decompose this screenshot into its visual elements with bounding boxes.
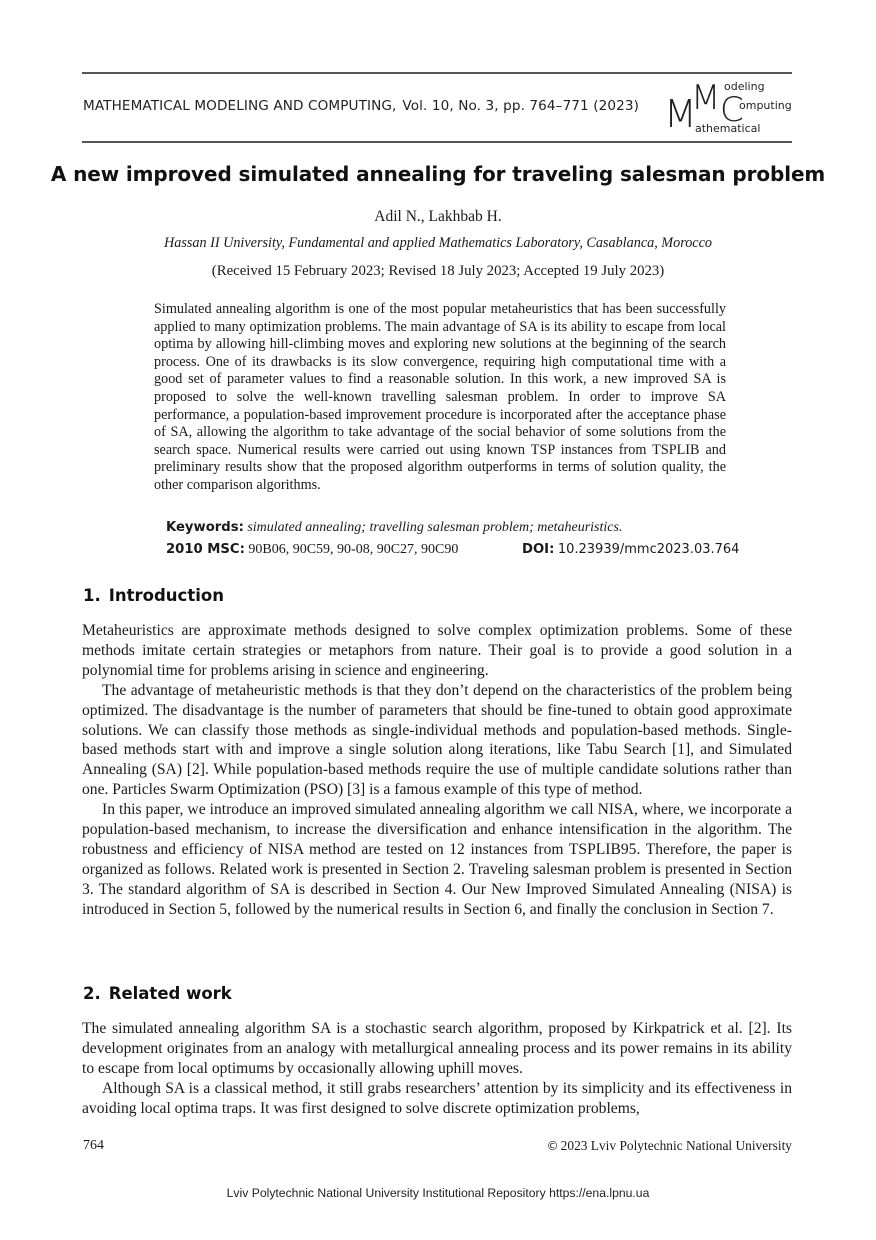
section-heading-introduction <box>83 586 224 605</box>
section-title: Related work <box>108 984 232 1003</box>
paper-authors: Adil N., Lakhbab H. <box>374 208 502 225</box>
logo-letter-m: M <box>691 78 721 118</box>
doi-link[interactable]: 10.23939/mmc2023.03.764 <box>557 542 740 557</box>
msc-label: 2010 MSC: <box>166 542 245 557</box>
keywords-label: Keywords: <box>166 520 244 535</box>
logo-word-modeling: odeling <box>724 80 765 93</box>
header-bottom-rule <box>82 141 792 143</box>
header-top-rule <box>82 72 792 74</box>
journal-header <box>83 98 639 114</box>
repository-footer: Lviv Polytechnic National University Institutional Repository https://ena.lpnu.ua <box>226 1186 650 1200</box>
keywords-line <box>166 520 731 536</box>
section-body-introduction <box>82 621 792 920</box>
abstract <box>154 301 726 495</box>
section-body-related-work <box>82 1019 792 1119</box>
copyright-text: 2023 Lviv Polytechnic National University <box>560 1138 792 1153</box>
paper-title: A new improved simulated annealing for traveling salesman problem <box>50 162 826 186</box>
section-title: Introduction <box>108 586 224 605</box>
paragraph: The advantage of metaheuristic methods is that they don’t depend on the characteristics of the problem being optimized. The disadvantage is the number of parameters that should be fine-tuned to obtain good approximate solutions. We can classify those methods as single-individual methods and population-based methods. Single-based methods start with and improve a single solution along iterations, like Tabu Search [1], and Simulated Annealing (SA) [2]. While population-based methods require the use of multiple candidate solutions rather than one. Particles Swarm Optimization (PSO) [3] is a famous example of this type of method. <box>82 681 792 799</box>
copyright-notice <box>547 1138 792 1154</box>
logo-letter-m-large: M <box>664 92 697 136</box>
paragraph: Metaheuristics are approximate methods designed to solve complex optimization problems. Some of these methods imitate certain strategies or metaphors from nature. Their goal is to provide a good solution in a polynomial time for problems arising in science and engineering. <box>82 622 792 679</box>
logo-word-computing: omputing <box>739 99 792 112</box>
paper-affiliation: Hassan II University, Fundamental and applied Mathematics Laboratory, Casablanca, Morocco <box>163 235 712 251</box>
msc-doi-line <box>166 542 740 558</box>
section-number: 2. <box>83 984 101 1003</box>
logo-word-mathematical: athematical <box>695 122 761 135</box>
doi <box>522 542 739 558</box>
doi-label: DOI: <box>522 542 555 557</box>
msc-value: 90B06, 90C59, 90-08, 90C27, 90C90 <box>248 542 459 557</box>
journal-logo <box>664 78 794 138</box>
journal-name: MATHEMATICAL MODELING AND COMPUTING, <box>83 98 397 114</box>
paragraph: The simulated annealing algorithm SA is a stochastic search algorithm, proposed by Kirkpatrick et al. [2]. Its development originates from an analogy with metallurgical annealing process and its power remains in its ability to escape from local optimums by occasionally allowing uphill moves. <box>82 1020 792 1077</box>
paragraph: In this paper, we introduce an improved simulated annealing algorithm we call NISA, where, we incorporate a population-based mechanism, to increase the diversification and enhance intensification in the algorithm. The robustness and efficiency of NISA method are tested on 12 instances from TSPLIB95. Therefore, the paper is organized as follows. Related work is presented in Section 2. Traveling salesman problem is presented in Section 3. The standard algorithm of SA is described in Section 4. Our New Improved Simulated Annealing (NISA) is introduced in Section 5, followed by the numerical results in Section 6, and finally the conclusion in Section 7. <box>82 801 792 918</box>
keywords-value: simulated annealing; travelling salesman problem; metaheuristics. <box>247 520 623 535</box>
abstract-text: Simulated annealing algorithm is one of the most popular metaheuristics that has been successfully applied to many optimization problems. The main advantage of SA is its ability to escape from local optima by allowing hill-climbing moves and exploring new solutions at the beginning of the search process. One of its drawbacks is its slow convergence, requiring high computational time with a good set of parameter values to find a reasonable solution. In this work, a new improved SA is proposed to solve the well-known travelling salesman problem. In order to improve SA performance, a population-based improvement procedure is incorporated after the acceptance phase of SA, allowing the algorithm to take advantage of the social behavior of some solutions from the search space. Numerical results were carried out using known TSP instances from TSPLIB and preliminary results show that the proposed algorithm outperforms in terms of solution quality, the other comparison algorithms. <box>154 301 726 493</box>
copyright-icon: © <box>546 1139 559 1153</box>
page-number: 764 <box>83 1138 104 1153</box>
logo-letter-c: C <box>720 90 744 130</box>
section-heading-related-work <box>83 984 232 1003</box>
paper-dates: (Received 15 February 2023; Revised 18 July 2023; Accepted 19 July 2023) <box>211 263 665 279</box>
paragraph: Although SA is a classical method, it still grabs researchers’ attention by its simplicity and its effectiveness in avoiding local optima traps. It was first designed to solve discrete optimization problems, <box>82 1079 792 1117</box>
journal-volume-info: Vol. 10, No. 3, pp. 764–771 (2023) <box>402 98 640 114</box>
section-number: 1. <box>83 586 101 605</box>
